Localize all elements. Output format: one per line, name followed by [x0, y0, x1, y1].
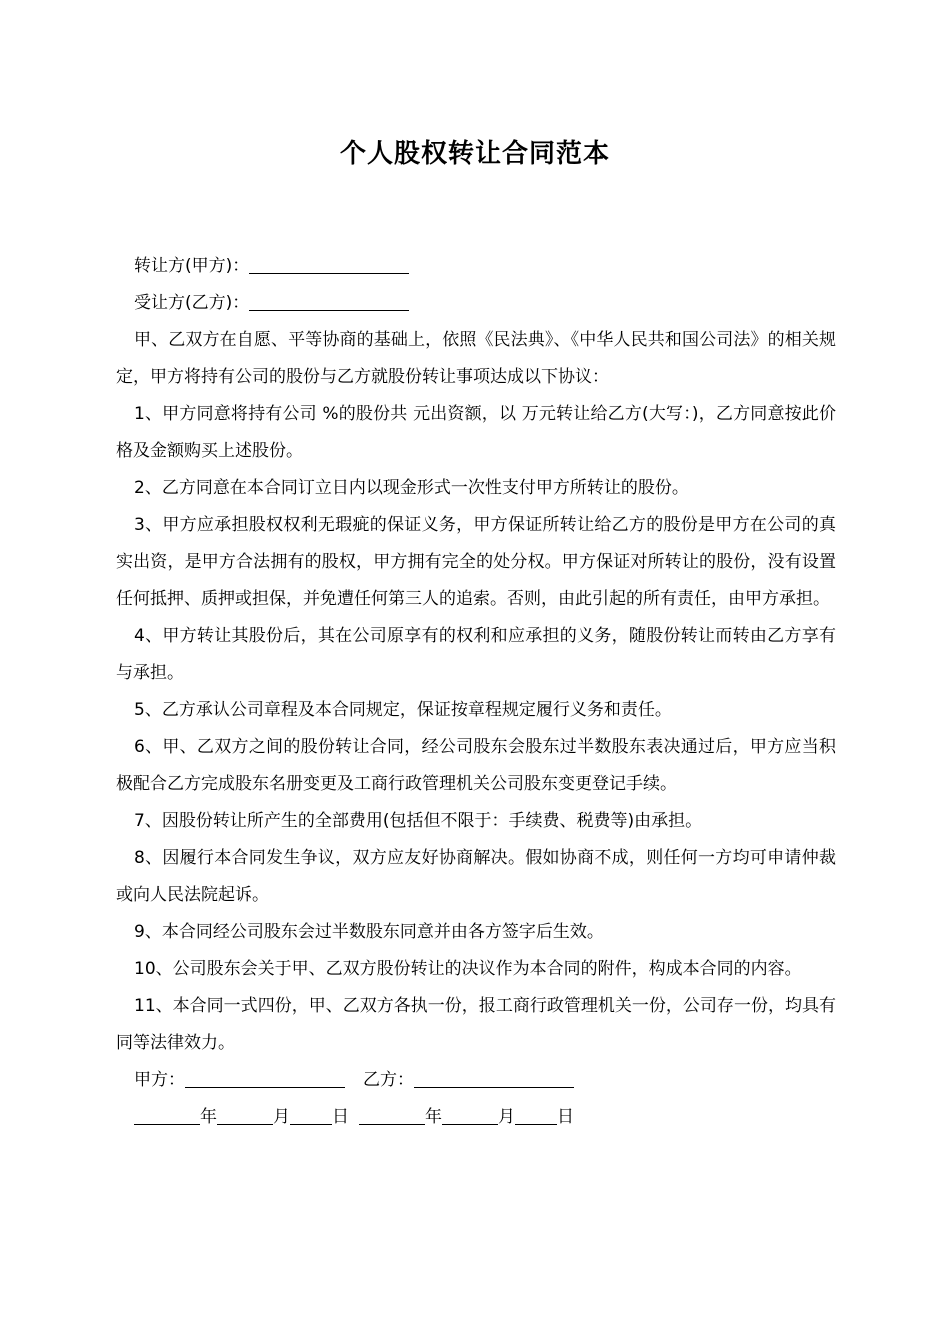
party-b-signature-blank [414, 1070, 574, 1088]
party-b-year-label: 年 [425, 1107, 442, 1127]
party-a-day-blank [290, 1107, 332, 1125]
clause-1: 1、甲方同意将持有公司 %的股份共 元出资额，以 万元转让给乙方(大写：)，乙方同意按此价格及金额购买上述股份。 [116, 404, 836, 461]
transferee-line [116, 285, 836, 322]
clause-4: 4、甲方转让其股份后，其在公司原享有的权利和应承担的义务，随股份转让而转由乙方享有与承担。 [116, 626, 836, 683]
clause-9: 9、本合同经公司股东会过半数股东同意并由各方签字后生效。 [134, 922, 604, 942]
transferee-label: 受让方(乙方)： [134, 293, 250, 313]
party-b-day-label: 日 [557, 1107, 574, 1127]
transferor-line [116, 248, 836, 285]
clause-3: 3、甲方应承担股权权利无瑕疵的保证义务，甲方保证所转让给乙方的股份是甲方在公司的真实出资，是甲方合法拥有的股权，甲方拥有完全的处分权。甲方保证对所转让的股份，没有设置任何抵押、质押或担保，并免遭任何第三人的追索。否则，由此引起的所有责任，由甲方承担。 [116, 515, 836, 609]
clause-11: 11、本合同一式四份，甲、乙双方各执一份，报工商行政管理机关一份，公司存一份，均具有同等法律效力。 [116, 996, 836, 1053]
party-b-day-blank [515, 1107, 557, 1125]
party-a-month-blank [217, 1107, 273, 1125]
party-a-label: 甲方： [134, 1070, 185, 1090]
party-a-month-label: 月 [273, 1107, 290, 1127]
intro-paragraph: 甲、乙双方在自愿、平等协商的基础上，依照《民法典》、《中华人民共和国公司法》的相关规定，甲方将持有公司的股份与乙方就股份转让事项达成以下协议： [116, 330, 836, 387]
clause-2: 2、乙方同意在本合同订立日内以现金形式一次性支付甲方所转让的股份。 [134, 478, 689, 498]
transferor-label: 转让方(甲方)： [134, 256, 250, 276]
clause-10: 10、公司股东会关于甲、乙双方股份转让的决议作为本合同的附件，构成本合同的内容。 [134, 959, 802, 979]
party-b-year-blank [359, 1107, 425, 1125]
party-a-year-label: 年 [200, 1107, 217, 1127]
party-b-label: 乙方： [363, 1070, 414, 1090]
signature-line [116, 1062, 836, 1099]
document-body [116, 248, 836, 1136]
party-b-month-blank [442, 1107, 498, 1125]
party-a-year-blank [134, 1107, 200, 1125]
party-a-signature-blank [185, 1070, 345, 1088]
transferee-blank [249, 293, 409, 311]
clause-8: 8、因履行本合同发生争议，双方应友好协商解决。假如协商不成，则任何一方均可申请仲裁或向人民法院起诉。 [116, 848, 836, 905]
party-b-month-label: 月 [498, 1107, 515, 1127]
transferor-blank [249, 256, 409, 274]
date-line [116, 1099, 836, 1136]
clause-6: 6、甲、乙双方之间的股份转让合同，经公司股东会股东过半数股东表决通过后，甲方应当积极配合乙方完成股东名册变更及工商行政管理机关公司股东变更登记手续。 [116, 737, 836, 794]
clause-5: 5、乙方承认公司章程及本合同规定，保证按章程规定履行义务和责任。 [134, 700, 672, 720]
clause-7: 7、因股份转让所产生的全部费用(包括但不限于：手续费、税费等)由承担。 [134, 811, 703, 831]
party-a-day-label: 日 [332, 1107, 349, 1127]
document-title: 个人股权转让合同范本 [339, 139, 610, 169]
